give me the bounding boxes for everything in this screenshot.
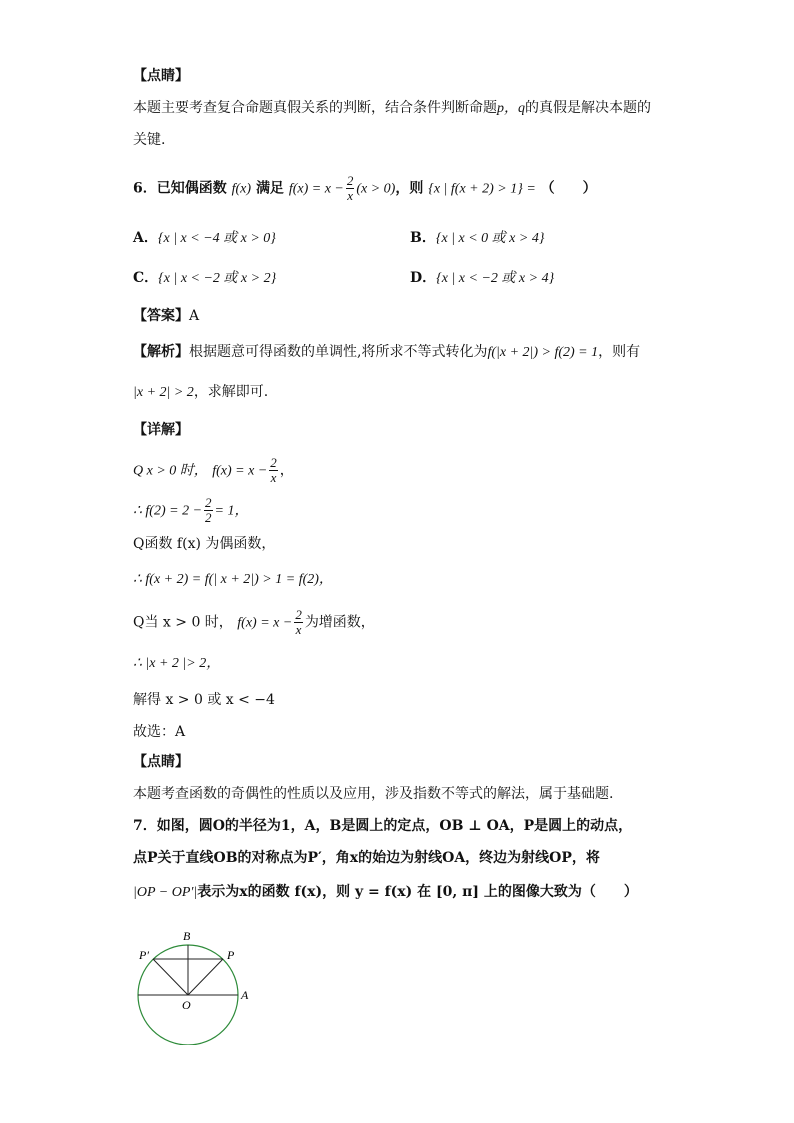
fraction: $\frac{2}{x}$	[295, 607, 302, 637]
question-7-line-2: 点P关于直线OB的对称点为P′，角x的始边为射线OA，终边为射线OP，将	[133, 850, 600, 866]
detail-line-7: 解得 x > 0 或 x < −4	[133, 692, 275, 708]
circle-figure	[125, 925, 275, 1045]
math: (x > 0)	[356, 181, 396, 197]
label-P-prime: P′	[139, 948, 149, 962]
detail-head: 【详解】	[133, 422, 189, 438]
option-a: A．{x | x < −4 或 x > 0}	[133, 230, 276, 246]
question-6	[133, 174, 597, 203]
detail-line-2: ∴ f(2) = 2 − $\frac{2}{2}$ = 1，	[133, 495, 249, 525]
math: f(x) = x −	[288, 181, 344, 197]
vector-expression: |OP − OP′|	[133, 885, 198, 900]
question-7-line-1: 7．如图，圆O的半径为1，A，B是圆上的定点，OB ⊥ OA，P是圆上的动点，	[133, 818, 633, 834]
fraction: $\frac{2}{x}$	[270, 455, 277, 485]
detail-line-5: Q当 x > 0 时， f(x) = x − $\frac{2}{x}$ 为增函数，	[133, 607, 375, 637]
analysis-2: |x + 2| > 2，求解即可.	[133, 384, 269, 400]
label-O: O	[182, 998, 191, 1012]
question-7-line-3: |OP − OP′|表示为x的函数 f(x)，则 y = f(x) 在 [0, π] 上的图像大致为（ ）	[133, 884, 638, 900]
fraction: $\frac{2}{x}$	[346, 173, 354, 203]
option-d: D．{x | x < −2 或 x > 4}	[410, 270, 555, 286]
option-b: B．{x | x < 0 或 x > 4}	[410, 230, 545, 246]
label-A: A	[241, 988, 249, 1002]
vars: p，q	[497, 101, 525, 116]
text: 本题主要考查复合命题真假关系的判断，结合条件判断命题	[133, 100, 497, 116]
section-head-dianjing-1: 【点睛】	[133, 68, 189, 84]
math: {x | f(x + 2) > 1} =	[428, 181, 536, 197]
paren: （ ）	[540, 180, 597, 197]
option-c: C．{x | x < −2 或 x > 2}	[133, 270, 277, 286]
label-B: B	[183, 929, 191, 943]
line-OP-prime	[153, 959, 188, 995]
fraction: $\frac{2}{2}$	[205, 495, 212, 525]
q-number: 6．已知偶函数	[133, 180, 227, 197]
paragraph: 关键.	[133, 132, 166, 148]
detail-line-3: Q函数 f(x) 为偶函数，	[133, 536, 276, 552]
label-P: P	[227, 948, 235, 962]
text: 的真假是解决本题的	[525, 100, 651, 116]
detail-line-4: ∴ f(x + 2) = f(| x + 2|) > 1 = f(2)，	[133, 572, 333, 587]
math: f(x)	[231, 181, 252, 197]
detail-line-8: 故选：A	[133, 724, 186, 740]
detail-line-6: ∴ |x + 2 |> 2，	[133, 656, 221, 671]
text: ，则	[395, 180, 424, 197]
section-head-dianjing-2: 【点睛】	[133, 754, 189, 770]
paragraph	[133, 98, 651, 119]
answer: 【答案】A	[133, 308, 200, 324]
analysis: 【解析】根据题意可得函数的单调性,将所求不等式转化为f(|x + 2|) > f(2) = 1，则有	[133, 344, 641, 360]
text: 满足	[255, 180, 284, 197]
detail-line-1: Q x > 0 时， f(x) = x − $\frac{2}{x}$ ，	[133, 455, 294, 485]
line-OP	[188, 959, 223, 995]
paragraph: 本题考查函数的奇偶性的性质以及应用，涉及指数不等式的解法，属于基础题.	[133, 786, 614, 802]
